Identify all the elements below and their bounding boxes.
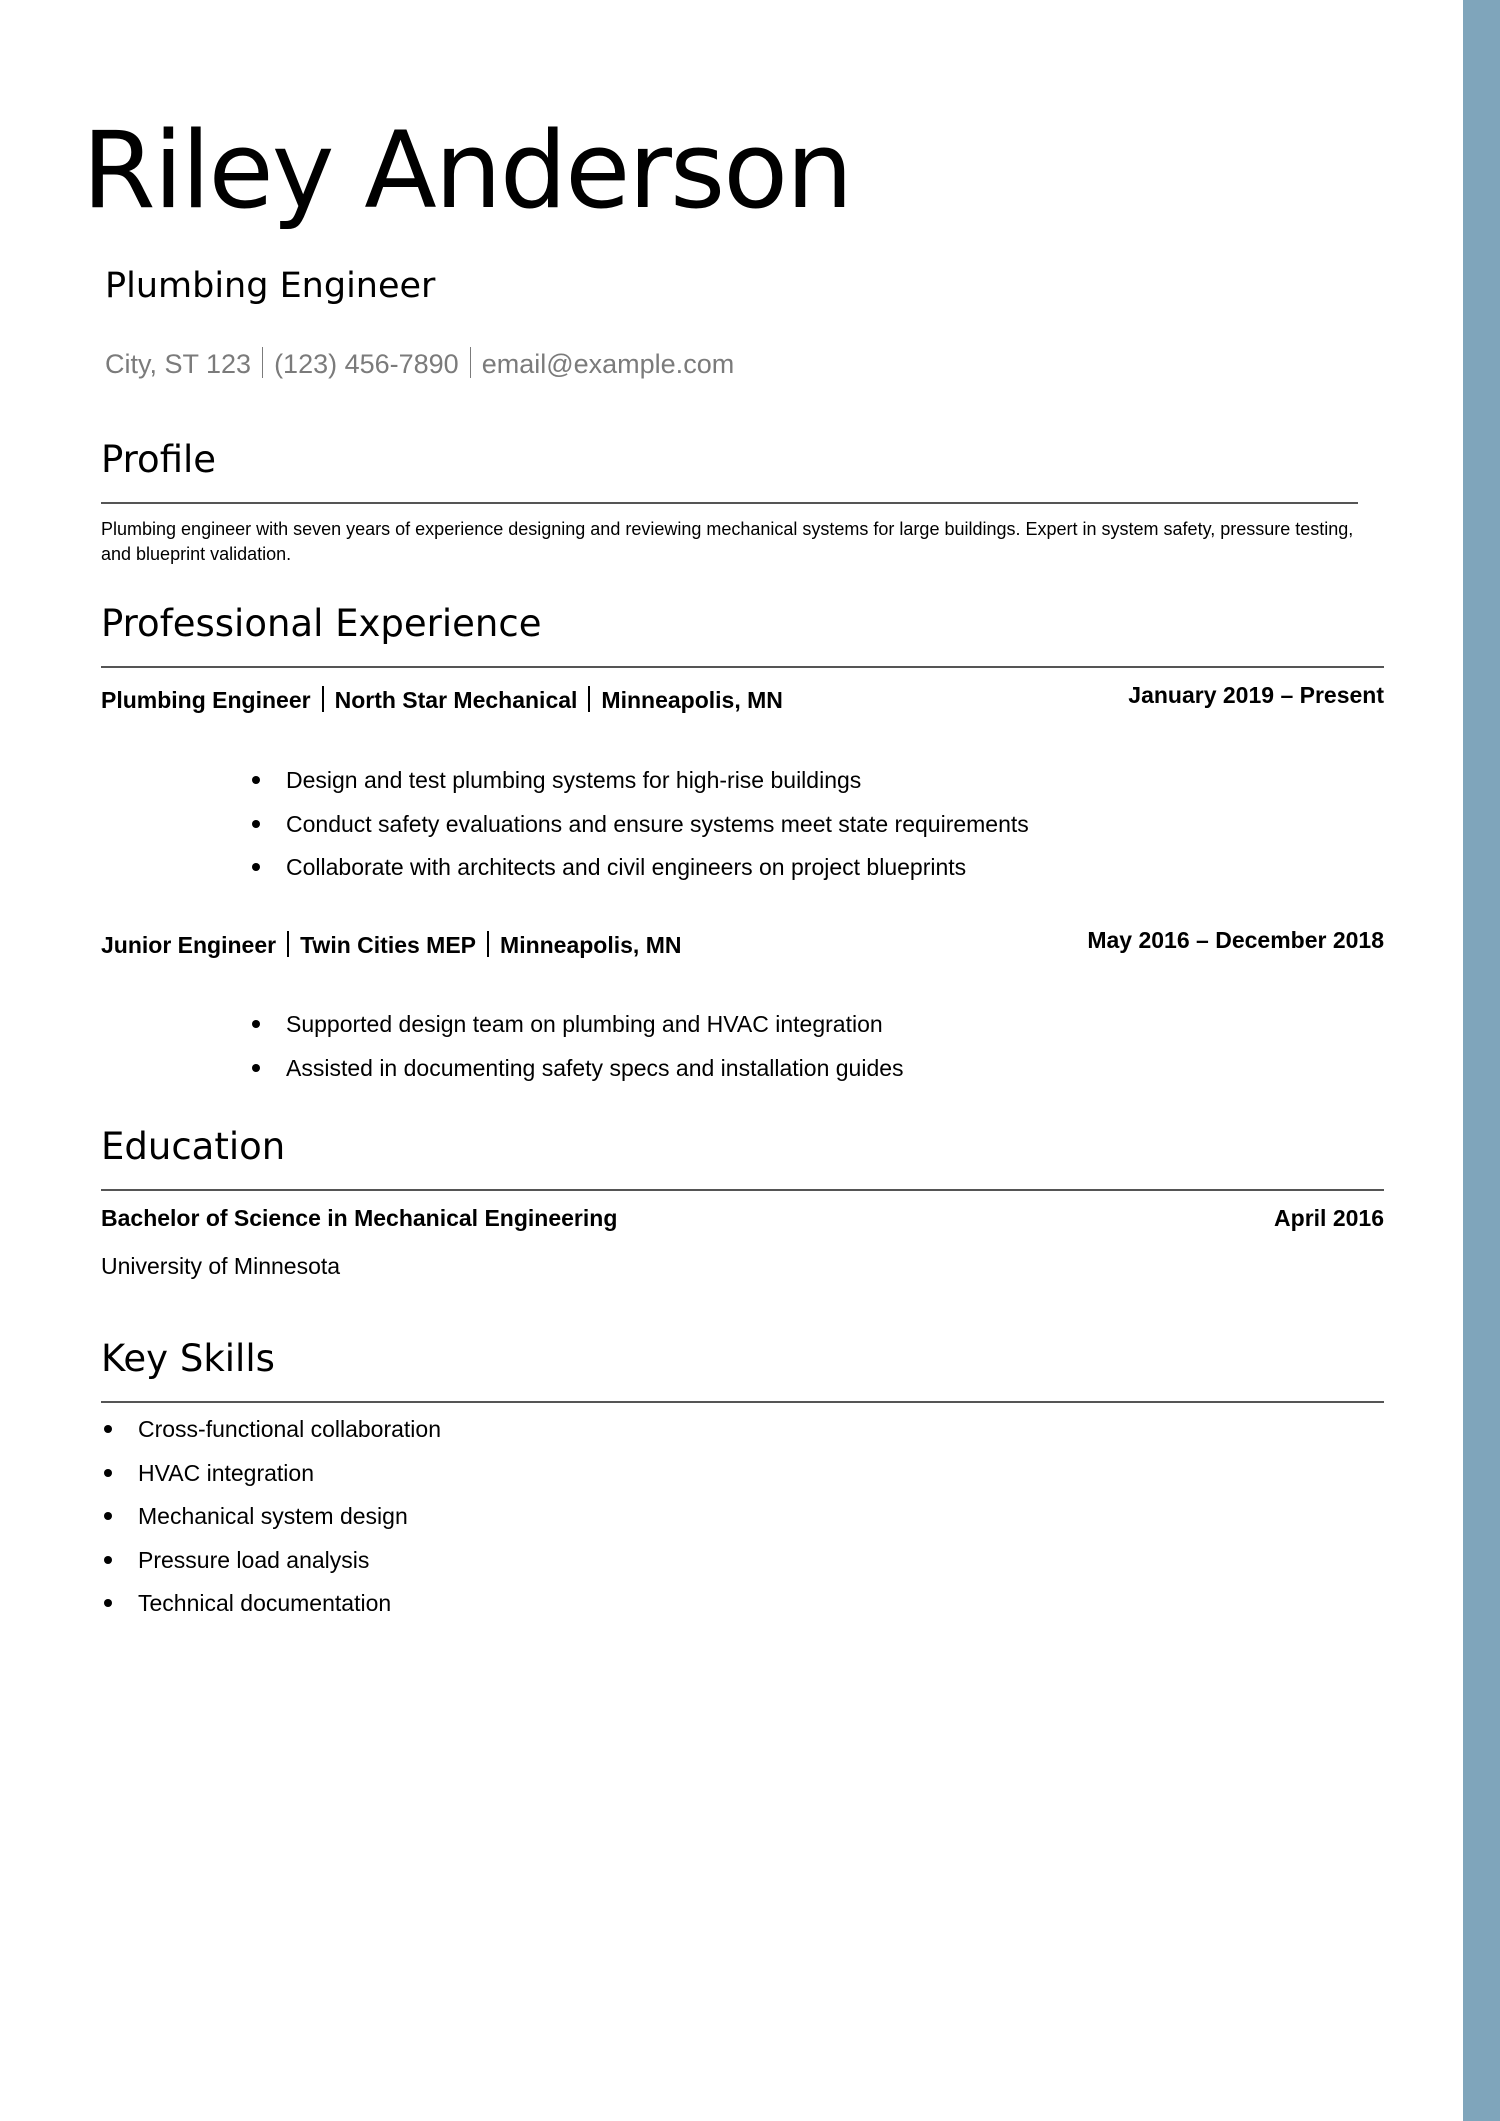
job-company: Twin Cities MEP [300,932,477,958]
contact-line [105,347,734,380]
list-item: Technical documentation [138,1590,441,1634]
education-divider [101,1189,1384,1191]
job-divider [287,931,289,957]
decorative-sidebar [1463,0,1500,2121]
profile-summary: Plumbing engineer with seven years of experience designing and reviewing mechanical systems for large buildings. Expert in system safety, pressure testing, and blueprint validation. [101,519,1354,564]
list-item: Conduct safety evaluations and ensure systems meet state requirements [286,811,1029,855]
list-item: Supported design team on plumbing and HVAC integration [286,1011,904,1055]
contact-divider [470,347,471,378]
job-dates: January 2019 – Present [1128,682,1384,708]
degree: Bachelor of Science in Mechanical Engineering [101,1205,618,1231]
education-heading: Education [101,1125,286,1168]
job-divider [487,931,489,957]
job-company: North Star Mechanical [334,687,578,713]
list-item: Cross-functional collaboration [138,1416,441,1460]
job-duties-list [286,767,1029,898]
job-position: Junior Engineer [101,932,277,958]
job-duties-list [286,1011,904,1098]
job-divider [588,686,590,712]
experience-heading: Professional Experience [101,602,542,645]
skills-list [138,1416,441,1634]
experience-divider [101,666,1384,668]
job-title: Plumbing Engineer [105,266,436,306]
contact-phone: (123) 456-7890 [274,349,459,379]
skills-heading: Key Skills [101,1337,275,1380]
list-item: Design and test plumbing systems for high-rise buildings [286,767,1029,811]
skills-divider [101,1401,1384,1403]
job-header [101,682,1384,715]
list-item: Mechanical system design [138,1503,441,1547]
job-location: Minneapolis, MN [500,932,682,958]
candidate-name: Riley Anderson [82,109,852,232]
list-item: Pressure load analysis [138,1547,441,1591]
profile-divider [101,502,1358,504]
education-header [101,1205,1384,1233]
list-item: Collaborate with architects and civil engineers on project blueprints [286,854,1029,898]
school-name: University of Minnesota [101,1253,341,1279]
job-divider [322,686,324,712]
list-item: HVAC integration [138,1460,441,1504]
contact-location: City, ST 123 [105,349,252,379]
job-header [101,927,1384,960]
contact-divider [262,347,263,378]
graduation-date: April 2016 [1274,1205,1384,1231]
job-dates: May 2016 – December 2018 [1087,927,1384,953]
contact-email: email@example.com [481,349,735,379]
profile-heading: Profile [101,438,217,481]
job-position: Plumbing Engineer [101,687,311,713]
list-item: Assisted in documenting safety specs and installation guides [286,1055,904,1099]
job-location: Minneapolis, MN [601,687,783,713]
